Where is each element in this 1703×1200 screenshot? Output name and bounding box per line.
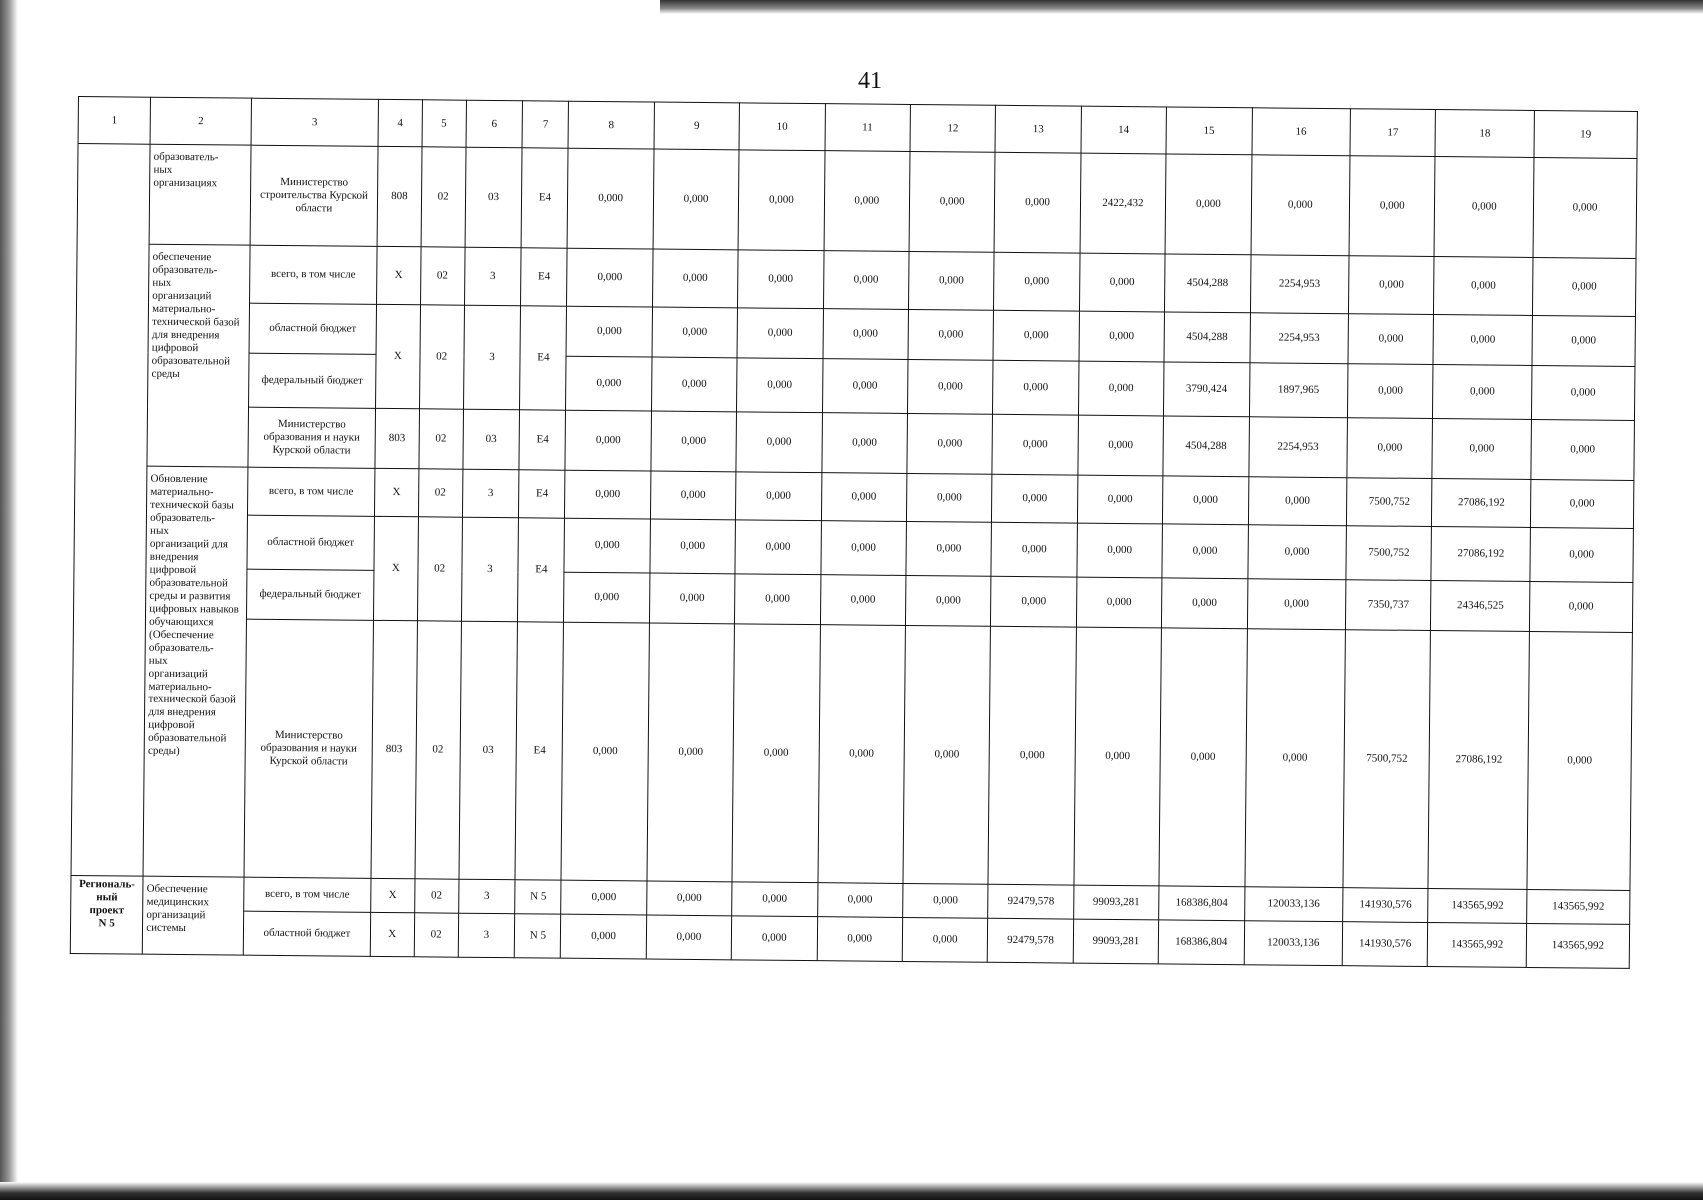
value-cell-col-13: 92479,578 xyxy=(988,918,1074,963)
source-cell: всего, в том числе xyxy=(247,467,374,516)
col-header: 10 xyxy=(739,103,825,151)
value-cell-col-8: 0,000 xyxy=(566,306,652,357)
value-cell-col-16: 1897,965 xyxy=(1249,363,1348,418)
value-cell-col-18: 143565,992 xyxy=(1428,922,1527,967)
code-cell: 808 xyxy=(377,146,422,246)
value-cell-col-10: 0,000 xyxy=(737,358,823,413)
code-cell: 3 xyxy=(458,879,515,914)
project-cell: Региональ- ный проект N 5 xyxy=(70,875,143,954)
value-cell-col-15: 0,000 xyxy=(1159,628,1247,887)
value-cell-col-17: 0,000 xyxy=(1348,364,1434,419)
value-cell-col-16: 0,000 xyxy=(1247,579,1346,630)
source-cell: федеральный бюджет xyxy=(246,569,373,620)
value-cell-col-18: 0,000 xyxy=(1432,419,1531,480)
value-cell-col-14: 0,000 xyxy=(1078,361,1164,416)
col-header: 15 xyxy=(1166,107,1252,155)
value-cell-col-11: 0,000 xyxy=(821,473,907,522)
scan-edge-top xyxy=(660,0,1703,14)
col-header: 7 xyxy=(522,101,568,148)
value-cell-col-8: 0,000 xyxy=(561,622,649,881)
value-cell-col-11: 0,000 xyxy=(823,251,909,310)
value-cell-col-12: 0,000 xyxy=(902,917,988,962)
col-header: 11 xyxy=(825,104,911,152)
value-cell-col-12: 0,000 xyxy=(903,883,989,918)
value-cell-col-14: 2422,432 xyxy=(1080,153,1166,254)
code-cell: Е4 xyxy=(522,148,569,248)
value-cell-col-12: 0,000 xyxy=(903,625,991,884)
code-cell: 02 xyxy=(420,247,464,305)
code-cell: 3 xyxy=(463,305,521,410)
value-cell-col-16: 0,000 xyxy=(1248,477,1347,526)
code-cell: Е4 xyxy=(518,518,565,622)
value-cell-col-15: 168386,804 xyxy=(1159,886,1245,921)
code-cell: Х xyxy=(373,516,418,620)
value-cell-col-8: 0,000 xyxy=(564,572,650,623)
code-cell: 3 xyxy=(462,469,519,518)
value-cell-col-15: 168386,804 xyxy=(1158,920,1244,965)
col-header: 18 xyxy=(1435,110,1534,158)
value-cell-col-9: 0,000 xyxy=(647,623,735,882)
value-cell-col-14: 0,000 xyxy=(1077,475,1163,524)
value-cell-col-13: 0,000 xyxy=(994,252,1080,311)
col-header: 3 xyxy=(251,98,378,146)
value-cell-col-16: 2254,953 xyxy=(1250,255,1349,314)
code-cell: Е4 xyxy=(519,470,565,518)
value-cell-col-15: 3790,424 xyxy=(1164,362,1250,417)
code-cell: Е4 xyxy=(521,248,568,306)
code-cell: Х xyxy=(370,912,414,956)
value-cell-col-15: 0,000 xyxy=(1165,154,1251,255)
code-cell: N 5 xyxy=(515,914,561,958)
value-cell-col-19: 0,000 xyxy=(1531,419,1635,480)
value-cell-col-8: 0,000 xyxy=(565,470,651,519)
value-cell-col-14: 0,000 xyxy=(1074,627,1162,886)
code-cell: Е4 xyxy=(519,410,566,470)
value-cell-col-17: 0,000 xyxy=(1349,256,1435,315)
value-cell-col-13: 0,000 xyxy=(988,626,1076,885)
value-cell-col-16: 0,000 xyxy=(1247,525,1346,580)
value-cell-col-18: 27086,192 xyxy=(1432,479,1531,528)
value-cell-col-19: 0,000 xyxy=(1530,527,1634,582)
value-cell-col-10: 0,000 xyxy=(735,520,821,575)
value-cell-col-19: 143565,992 xyxy=(1527,889,1630,924)
value-cell-col-18: 27086,192 xyxy=(1431,527,1530,582)
source-cell: областной бюджет xyxy=(249,303,376,354)
value-cell-col-12: 0,000 xyxy=(908,309,994,360)
value-cell-col-10: 0,000 xyxy=(736,412,822,473)
value-cell-col-17: 141930,576 xyxy=(1343,888,1429,923)
value-cell-col-16: 0,000 xyxy=(1244,629,1345,888)
code-cell: N 5 xyxy=(515,880,561,914)
value-cell-col-19: 0,000 xyxy=(1527,631,1632,890)
source-cell: Министерство строительства Курской области xyxy=(250,145,378,246)
value-cell-col-11: 0,000 xyxy=(822,359,908,414)
value-cell-col-17: 141930,576 xyxy=(1342,922,1428,967)
code-cell: 3 xyxy=(461,517,519,622)
value-cell-col-8: 0,000 xyxy=(565,410,651,471)
code-cell: 03 xyxy=(459,621,518,880)
source-cell: федеральный бюджет xyxy=(248,353,375,408)
code-cell: 02 xyxy=(414,879,458,913)
code-cell: Х xyxy=(375,304,420,408)
source-cell: Министерство образования и науки Курской области xyxy=(244,619,373,878)
measure-name-cell: Обновление материально- технической базы образователь- ных организаций для внедрения цифровой образовательной среды и развития цифровых навыков обучающихся (Обеспечение образователь- ных организаций материально- технической базой для внедрения цифровой образовательной среды) xyxy=(143,466,248,877)
value-cell-col-18: 0,000 xyxy=(1433,365,1532,420)
value-cell-col-16: 120033,136 xyxy=(1244,921,1343,966)
value-cell-col-17: 7500,752 xyxy=(1346,526,1432,581)
value-cell-col-14: 0,000 xyxy=(1079,311,1165,362)
empty-project-cell xyxy=(71,144,150,877)
table-row xyxy=(71,617,1632,890)
value-cell-col-8: 0,000 xyxy=(567,248,653,307)
value-cell-col-12: 0,000 xyxy=(906,473,992,522)
code-cell: 02 xyxy=(415,621,461,879)
value-cell-col-9: 0,000 xyxy=(652,307,738,358)
value-cell-col-10: 0,000 xyxy=(738,250,824,309)
value-cell-col-10: 0,000 xyxy=(732,624,820,883)
value-cell-col-15: 4504,288 xyxy=(1163,416,1249,477)
col-header: 4 xyxy=(378,99,422,146)
value-cell-col-17: 7500,752 xyxy=(1343,630,1431,889)
value-cell-col-9: 0,000 xyxy=(651,357,737,412)
value-cell-col-15: 4504,288 xyxy=(1164,312,1250,363)
value-cell-col-17: 0,000 xyxy=(1347,418,1433,479)
value-cell-col-11: 0,000 xyxy=(821,521,907,576)
value-cell-col-18: 27086,192 xyxy=(1428,631,1529,890)
value-cell-col-9: 0,000 xyxy=(646,915,732,960)
value-cell-col-10: 0,000 xyxy=(736,472,822,521)
value-cell-col-9: 0,000 xyxy=(651,411,737,472)
value-cell-col-11: 0,000 xyxy=(818,625,906,884)
col-header: 9 xyxy=(654,102,740,150)
code-cell: 02 xyxy=(419,409,463,469)
value-cell-col-10: 0,000 xyxy=(732,882,818,917)
col-header: 13 xyxy=(995,105,1081,153)
value-cell-col-18: 0,000 xyxy=(1434,157,1533,258)
scan-edge-bottom xyxy=(0,1182,1703,1200)
table-row xyxy=(77,144,1637,259)
code-cell: Х xyxy=(374,468,418,516)
value-cell-col-8: 0,000 xyxy=(566,356,652,411)
code-cell: Х xyxy=(371,878,415,912)
value-cell-col-12: 0,000 xyxy=(907,413,993,474)
code-cell: 02 xyxy=(419,305,464,409)
value-cell-col-13: 0,000 xyxy=(993,360,1079,415)
col-header: 19 xyxy=(1534,110,1637,158)
measure-name-cell: обеспечение образователь- ных организаций материально- технической базой для внедрения цифровой образовательной среды xyxy=(147,244,250,467)
value-cell-col-18: 0,000 xyxy=(1433,315,1532,366)
code-cell: 3 xyxy=(464,247,521,306)
value-cell-col-11: 0,000 xyxy=(817,917,903,962)
value-cell-col-14: 99093,281 xyxy=(1073,919,1159,964)
value-cell-col-19: 0,000 xyxy=(1529,581,1632,632)
value-cell-col-9: 0,000 xyxy=(650,519,736,574)
value-cell-col-16: 120033,136 xyxy=(1244,887,1343,922)
value-cell-col-17: 0,000 xyxy=(1348,314,1434,365)
value-cell-col-18: 24346,525 xyxy=(1431,581,1530,632)
measure-name-cell: Обеспечение медицинских организаций системы xyxy=(143,876,244,955)
value-cell-col-12: 0,000 xyxy=(907,359,993,414)
value-cell-col-8: 0,000 xyxy=(564,518,650,573)
budget-table-sheet xyxy=(70,96,1638,969)
value-cell-col-19: 0,000 xyxy=(1530,479,1633,528)
value-cell-col-9: 0,000 xyxy=(649,573,735,624)
col-header: 2 xyxy=(150,97,251,145)
value-cell-col-18: 0,000 xyxy=(1434,257,1533,316)
value-cell-col-19: 0,000 xyxy=(1532,257,1636,316)
source-cell: Министерство образования и науки Курской области xyxy=(248,407,376,468)
value-cell-col-14: 99093,281 xyxy=(1073,885,1159,920)
value-cell-col-19: 0,000 xyxy=(1532,315,1635,366)
col-header: 14 xyxy=(1081,106,1167,154)
code-cell: Е4 xyxy=(520,306,567,410)
value-cell-col-9: 0,000 xyxy=(650,471,736,520)
value-cell-col-11: 0,000 xyxy=(817,883,903,918)
value-cell-col-15: 0,000 xyxy=(1162,578,1248,629)
col-header: 12 xyxy=(910,104,996,152)
col-header: 17 xyxy=(1350,109,1436,157)
col-header: 1 xyxy=(78,97,151,145)
value-cell-col-11: 0,000 xyxy=(821,413,907,474)
value-cell-col-8: 0,000 xyxy=(561,914,647,959)
value-cell-col-13: 0,000 xyxy=(992,474,1078,523)
code-cell: 803 xyxy=(371,620,417,878)
code-cell: 803 xyxy=(375,408,419,468)
value-cell-col-19: 143565,992 xyxy=(1526,923,1629,968)
value-cell-col-15: 0,000 xyxy=(1163,476,1249,525)
value-cell-col-11: 0,000 xyxy=(823,309,909,360)
value-cell-col-12: 0,000 xyxy=(908,251,994,310)
value-cell-col-15: 0,000 xyxy=(1162,524,1248,579)
source-cell: всего, в том числе xyxy=(244,877,371,912)
code-cell: Х xyxy=(376,246,420,304)
value-cell-col-12: 0,000 xyxy=(906,521,992,576)
col-header: 8 xyxy=(568,101,654,149)
source-cell: областной бюджет xyxy=(247,515,374,570)
code-cell: Е4 xyxy=(515,622,563,880)
code-cell: 3 xyxy=(458,913,515,958)
value-cell-col-8: 0,000 xyxy=(561,880,647,915)
value-cell-col-11: 0,000 xyxy=(820,575,906,626)
code-cell: 02 xyxy=(418,469,462,517)
value-cell-col-13: 0,000 xyxy=(991,576,1077,627)
value-cell-col-14: 0,000 xyxy=(1078,415,1164,476)
value-cell-col-13: 0,000 xyxy=(993,310,1079,361)
value-cell-col-9: 0,000 xyxy=(646,881,732,916)
value-cell-col-18: 143565,992 xyxy=(1428,888,1527,923)
source-cell: всего, в том числе xyxy=(249,245,377,304)
value-cell-col-17: 0,000 xyxy=(1349,156,1435,257)
value-cell-col-19: 0,000 xyxy=(1533,157,1637,258)
value-cell-col-17: 7350,737 xyxy=(1345,580,1431,631)
value-cell-col-13: 92479,578 xyxy=(988,884,1074,919)
value-cell-col-17: 7500,752 xyxy=(1346,478,1432,527)
value-cell-col-10: 0,000 xyxy=(737,308,823,359)
value-cell-col-10: 0,000 xyxy=(735,574,821,625)
scan-edge-left xyxy=(0,0,18,1200)
value-cell-col-12: 0,000 xyxy=(905,575,991,626)
value-cell-col-14: 0,000 xyxy=(1077,523,1163,578)
measure-name-cell: образователь- ных организациях xyxy=(149,144,251,245)
value-cell-col-16: 2254,953 xyxy=(1248,417,1347,478)
value-cell-col-8: 0,000 xyxy=(567,148,653,249)
value-cell-col-16: 2254,953 xyxy=(1250,313,1349,364)
code-cell: 03 xyxy=(462,409,519,470)
value-cell-col-11: 0,000 xyxy=(824,151,910,252)
budget-table xyxy=(70,96,1638,969)
value-cell-col-13: 0,000 xyxy=(991,522,1077,577)
value-cell-col-16: 0,000 xyxy=(1251,155,1350,256)
col-header: 5 xyxy=(422,100,466,147)
value-cell-col-13: 0,000 xyxy=(992,414,1078,475)
value-cell-col-19: 0,000 xyxy=(1531,365,1635,420)
source-cell: областной бюджет xyxy=(243,911,370,956)
col-header: 16 xyxy=(1252,108,1351,156)
value-cell-col-14: 0,000 xyxy=(1079,253,1165,312)
code-cell: 02 xyxy=(421,147,466,247)
value-cell-col-15: 4504,288 xyxy=(1165,254,1251,313)
col-header: 6 xyxy=(466,100,523,148)
value-cell-col-9: 0,000 xyxy=(653,149,739,250)
code-cell: 02 xyxy=(417,517,462,621)
value-cell-col-10: 0,000 xyxy=(738,150,824,251)
code-cell: 03 xyxy=(465,147,523,248)
value-cell-col-9: 0,000 xyxy=(652,249,738,308)
code-cell: 02 xyxy=(414,913,458,957)
page-number: 41 xyxy=(858,68,882,94)
value-cell-col-13: 0,000 xyxy=(994,152,1080,253)
value-cell-col-12: 0,000 xyxy=(909,151,995,252)
value-cell-col-10: 0,000 xyxy=(731,916,817,961)
value-cell-col-14: 0,000 xyxy=(1076,577,1162,628)
